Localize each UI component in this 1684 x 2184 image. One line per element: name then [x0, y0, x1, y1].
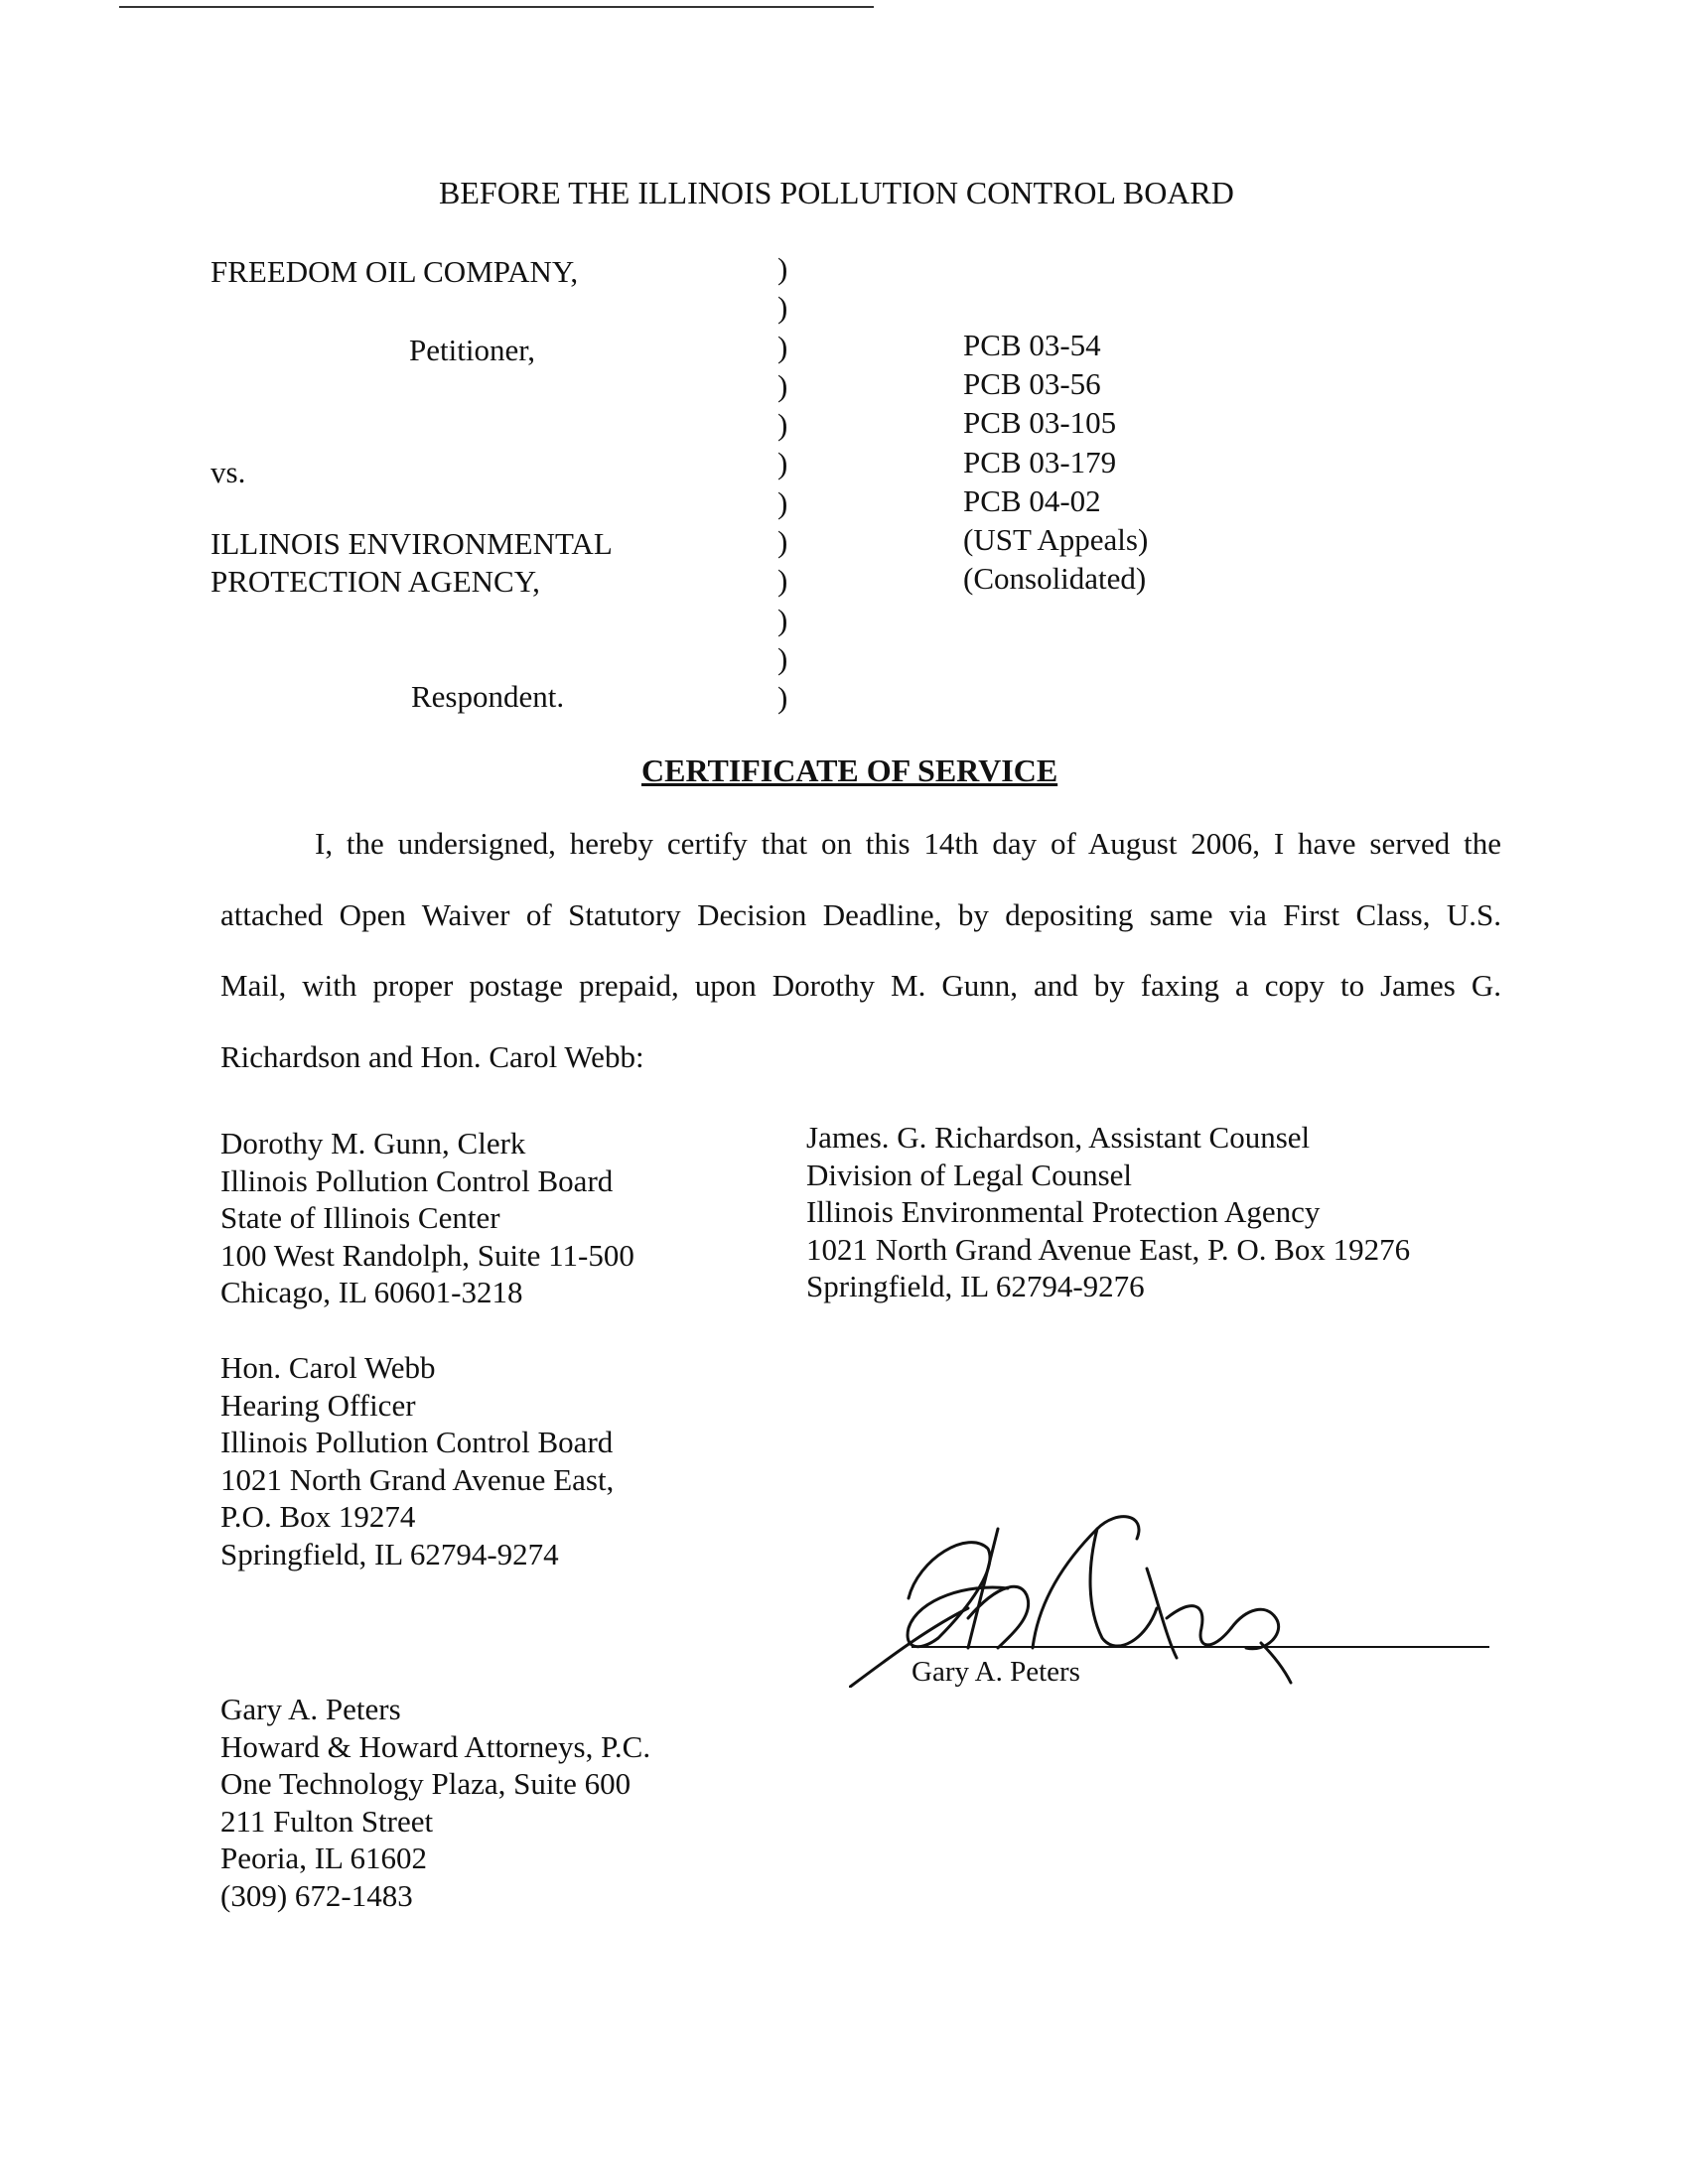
address-line: Springfield, IL 62794-9276: [806, 1269, 1145, 1304]
recipient-hearing-officer-address: [220, 1352, 614, 1576]
address-line: Chicago, IL 60601-3218: [220, 1275, 523, 1310]
petitioner-name: FREEDOM OIL COMPANY,: [210, 254, 579, 289]
case-number: PCB 03-54: [963, 328, 1101, 362]
address-line: Gary A. Peters: [220, 1692, 401, 1726]
recipient-clerk-address: [220, 1128, 634, 1314]
board-title: BEFORE THE ILLINOIS POLLUTION CONTROL BOARD: [439, 175, 1234, 210]
petitioner-role: Petitioner,: [409, 333, 536, 367]
caption-paren: ): [777, 290, 788, 326]
address-line: State of Illinois Center: [220, 1200, 500, 1236]
address-line: Howard & Howard Attorneys, P.C.: [220, 1728, 651, 1764]
address-line: P.O. Box 19274: [220, 1499, 416, 1535]
certificate-heading: CERTIFICATE OF SERVICE: [641, 752, 1058, 788]
respondent-role: Respondent.: [411, 679, 565, 714]
certificate-body-line: Richardson and Hon. Carol Webb:: [220, 1039, 644, 1074]
address-line: Illinois Environmental Protection Agency: [806, 1194, 1321, 1230]
case-number: PCB 04-02: [963, 482, 1101, 518]
caption-paren: ): [777, 329, 788, 364]
address-line: James. G. Richardson, Assistant Counsel: [806, 1120, 1311, 1155]
address-line: Peoria, IL 61602: [220, 1841, 428, 1876]
sender-address: [220, 1694, 650, 1918]
address-line: Springfield, IL 62794-9274: [220, 1536, 559, 1571]
caption-paren: ): [777, 367, 788, 403]
caption-paren: ): [777, 524, 788, 560]
caption-paren-column: [777, 253, 787, 722]
address-line: Division of Legal Counsel: [806, 1157, 1133, 1192]
scan-top-rule: [119, 6, 874, 8]
certificate-body-line: Mail, with proper postage prepaid, upon Dorothy M. Gunn, and by faxing a copy to James G.: [220, 968, 1501, 1003]
case-number: PCB 03-105: [963, 405, 1117, 441]
versus-label: vs.: [210, 455, 246, 489]
address-line: 1021 North Grand Avenue East,: [220, 1461, 615, 1497]
caption-paren: ): [777, 602, 788, 637]
respondent-name-line1: ILLINOIS ENVIRONMENTAL: [210, 526, 613, 561]
certificate-body-line: attached Open Waiver of Statutory Decision Deadline, by depositing same via First Class, U.S.: [220, 897, 1501, 932]
address-line: Illinois Pollution Control Board: [220, 1425, 614, 1460]
case-number-list: [963, 330, 1148, 602]
respondent-name-line2: PROTECTION AGENCY,: [210, 564, 540, 599]
signature-line: [912, 1646, 1489, 1648]
consolidation-note: (Consolidated): [963, 561, 1147, 597]
address-line: 1021 North Grand Avenue East, P. O. Box 19276: [806, 1231, 1411, 1267]
caption-paren: ): [777, 251, 788, 286]
address-line: 100 West Randolph, Suite 11-500: [220, 1237, 634, 1273]
caption-paren: ): [777, 484, 788, 520]
recipient-counsel-address: [806, 1122, 1410, 1308]
appeal-type: (UST Appeals): [963, 521, 1149, 557]
signer-name: Gary A. Peters: [912, 1656, 1080, 1688]
address-line: Hon. Carol Webb: [220, 1350, 436, 1385]
caption-paren: ): [777, 407, 788, 443]
address-line: Hearing Officer: [220, 1387, 416, 1423]
case-number: PCB 03-56: [963, 366, 1101, 402]
address-line: Illinois Pollution Control Board: [220, 1162, 614, 1198]
address-line: (309) 672-1483: [220, 1877, 413, 1913]
address-line: Dorothy M. Gunn, Clerk: [220, 1126, 526, 1160]
certificate-body-line: I, the undersigned, hereby certify that on this 14th day of August 2006, I have served the: [315, 826, 1501, 861]
case-number: PCB 03-179: [963, 444, 1117, 479]
caption-paren: ): [777, 640, 788, 676]
caption-paren: ): [777, 680, 788, 716]
address-line: 211 Fulton Street: [220, 1803, 434, 1839]
address-line: One Technology Plaza, Suite 600: [220, 1766, 632, 1802]
caption-paren: ): [777, 446, 788, 481]
caption-paren: ): [777, 563, 788, 599]
